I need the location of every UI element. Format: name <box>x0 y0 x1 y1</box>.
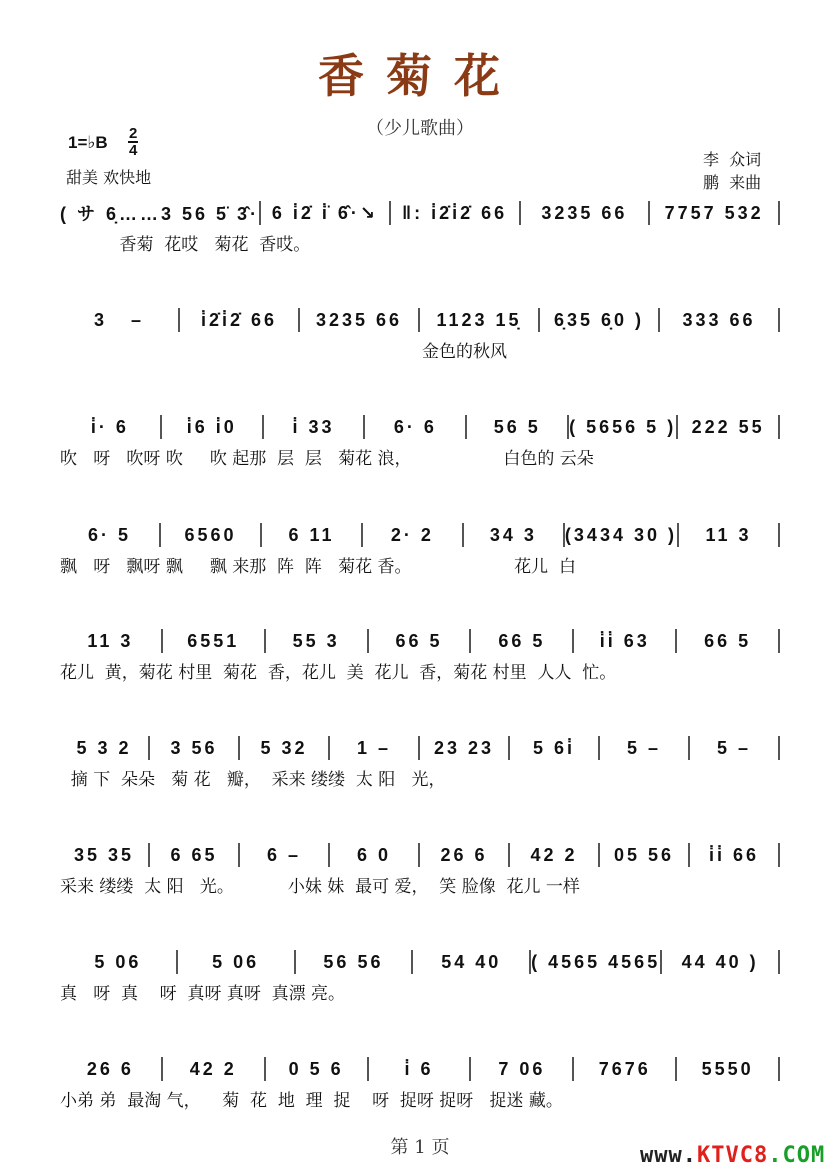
measure: 5 – <box>626 737 662 758</box>
notation-line <box>60 1056 780 1082</box>
measure: i̇· 6 <box>90 416 129 437</box>
barline <box>778 629 780 653</box>
measure: 55 3 <box>292 630 340 651</box>
measure: 3235 66 <box>315 309 403 330</box>
measure: 6· 6 <box>393 416 437 437</box>
barline <box>778 950 780 974</box>
measure: 3 56 <box>170 737 218 758</box>
measure: 1 – <box>356 737 392 758</box>
time-signature <box>128 126 138 158</box>
measure: 0 5 6 <box>288 1058 344 1079</box>
measure: 5 3 2 <box>76 737 132 758</box>
measure: 3235 66 <box>541 202 628 223</box>
watermark-part: www. <box>640 1143 697 1168</box>
measure: i̇6 i̇0 <box>186 416 237 437</box>
song-subtitle: （少儿歌曲） <box>366 118 474 139</box>
barline <box>778 1057 780 1081</box>
lyrics-line: 采来 缕缕 太 阳 光。 小妹 妹 最可 爱， 笑 脸像 花儿 一样 <box>60 877 580 897</box>
measure: 5 – <box>716 737 752 758</box>
measure: 11 3 <box>705 524 752 545</box>
notation-line <box>60 735 780 761</box>
lyrics-line: 花儿 黄，菊花 村里 菊花 香，花儿 美 花儿 香，菊花 村里 人人 忙。 <box>60 663 617 683</box>
measure: 6· 5 <box>87 524 131 545</box>
score-row <box>60 307 780 362</box>
notation-line <box>60 200 780 226</box>
score-row <box>60 735 780 790</box>
measure: 44 40 ) <box>681 951 759 972</box>
barline <box>778 736 780 760</box>
measure: i̇i̇ 63 <box>599 630 650 651</box>
barline <box>778 843 780 867</box>
score-row <box>60 200 780 255</box>
measure: 222 55 <box>691 416 765 437</box>
measure: 3 – <box>93 309 145 330</box>
measure: 42 2 <box>530 844 578 865</box>
measure: 5 32 <box>260 737 308 758</box>
barline <box>778 201 780 225</box>
measure: ( 4565 4565 <box>531 951 661 972</box>
measure: 2· 2 <box>390 524 434 545</box>
measure: 66 5 <box>395 630 443 651</box>
score-row <box>60 628 780 683</box>
measure: 5 06 <box>94 951 142 972</box>
measure: 5550 <box>701 1058 754 1079</box>
measure: ‖: i̇2̇i̇2̇ 66 <box>402 202 508 223</box>
measure: 56 56 <box>323 951 384 972</box>
notation-line <box>60 842 780 868</box>
barline <box>778 523 780 547</box>
measure: 7757 532 <box>664 202 764 223</box>
measure: 6 65 <box>170 844 218 865</box>
lyrics-line: 金色的秋风 <box>60 342 508 362</box>
measure: 11 3 <box>87 630 134 651</box>
lyrics-line: 吹 呀 吹呀 吹 吹 起那 层 层 菊花 浪， 白色的 云朵 <box>60 449 594 469</box>
measure: 6560 <box>184 524 237 545</box>
score-row <box>60 414 780 469</box>
measure: 6 – <box>266 844 302 865</box>
lyrics-line: 香菊 花哎 菊花 香哎。 <box>60 235 311 255</box>
score-row <box>60 949 780 1004</box>
watermark-part: KTVC8 <box>696 1143 769 1168</box>
measure: 6 0 <box>356 844 392 865</box>
measure: 6 11 <box>288 524 335 545</box>
measure: 23 23 <box>433 737 495 758</box>
measure: 1123 15̣ <box>436 309 522 330</box>
lyrics-line: 飘 呀 飘呀 飘 飘 来那 阵 阵 菊花 香。 花儿 白 <box>60 557 576 577</box>
measure: 26 6 <box>86 1058 134 1079</box>
measure: (3434 30 ) <box>564 524 677 545</box>
score-row <box>60 842 780 897</box>
notation-line <box>60 307 780 333</box>
measure: 66 5 <box>704 630 752 651</box>
measure: 34 3 <box>489 524 537 545</box>
measure: 35 35 <box>73 844 135 865</box>
notation-line <box>60 522 780 548</box>
time-bottom: 4 <box>129 142 138 159</box>
measure: 05 56 <box>613 844 675 865</box>
watermark-logo <box>640 1143 825 1168</box>
measure: 42 2 <box>189 1058 237 1079</box>
barline <box>778 415 780 439</box>
measure: 7 06 <box>498 1058 546 1079</box>
measure: i̇ 33 <box>292 416 335 437</box>
tempo-marking: 甜美 欢快地 <box>66 168 152 187</box>
lyrics-line: 小弟 弟 最淘 气， 菊 花 地 理 捉 呀 捉呀 捉呀 捉迷 藏。 <box>60 1091 563 1111</box>
key-signature: 1=♭B <box>68 133 108 152</box>
measure: 6 i̇2̇ i̇̈ 6̂·↘ <box>271 202 378 223</box>
score-row <box>60 522 780 577</box>
notation-line <box>60 414 780 440</box>
notation-line <box>60 628 780 654</box>
measure: 5 6i̇ <box>532 737 576 758</box>
measure: 66 5 <box>498 630 546 651</box>
measure: 6551 <box>187 630 240 651</box>
time-top: 2 <box>129 125 138 142</box>
page-number: 第 1 页 <box>390 1137 450 1158</box>
lyrics-line: 摘 下 朵朵 菊 花 瓣， 采来 缕缕 太 阳 光， <box>60 770 446 790</box>
measure: 6̣35 6̣0 ) <box>553 309 645 330</box>
measure: 7676 <box>598 1058 651 1079</box>
measure: 333 66 <box>682 309 756 330</box>
score-row <box>60 1056 780 1111</box>
measure: ( 5656 5 ) <box>569 416 677 437</box>
watermark-part: .COM <box>768 1143 826 1168</box>
lyricist-credit: 李 众词 <box>703 150 762 169</box>
measure: ( サ 6̣……3 56 5̈ 3̂· <box>60 204 260 224</box>
measure: 56 5 <box>493 416 541 437</box>
notation-line <box>60 949 780 975</box>
composer-credit: 鹏 来曲 <box>703 173 762 192</box>
measure: 54 40 <box>441 951 502 972</box>
measure: 26 6 <box>440 844 488 865</box>
lyrics-line: 真 呀 真 呀 真呀 真呀 真漂 亮。 <box>60 984 346 1004</box>
measure: i̇ 6 <box>404 1058 434 1079</box>
song-title: 香菊花 <box>318 49 522 103</box>
barline <box>778 308 780 332</box>
measure: 5 06 <box>212 951 260 972</box>
measure: i̇2̇i̇2̇ 66 <box>200 309 278 330</box>
measure: i̇i̇ 66 <box>708 844 760 865</box>
